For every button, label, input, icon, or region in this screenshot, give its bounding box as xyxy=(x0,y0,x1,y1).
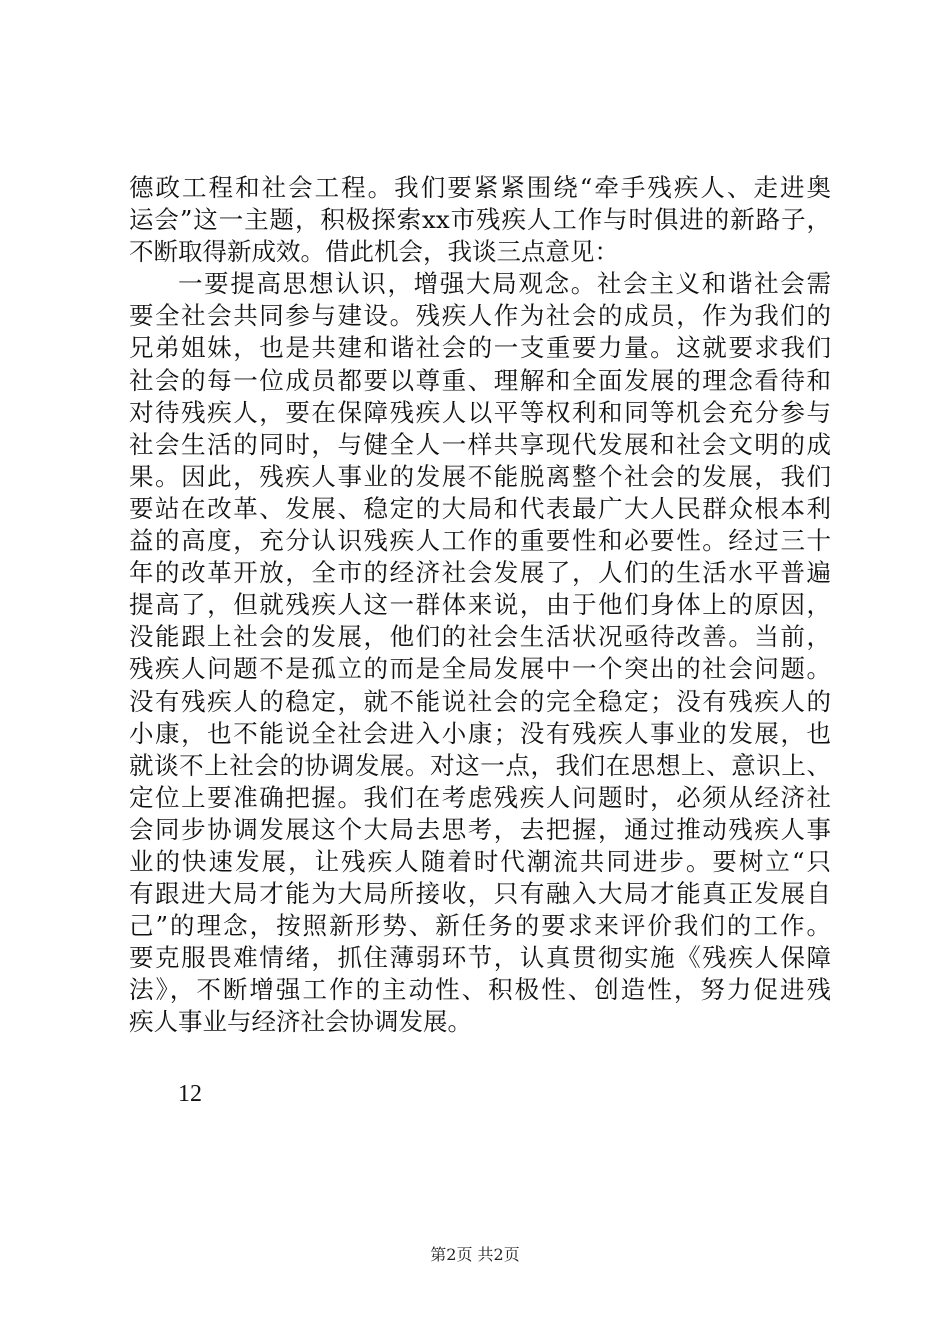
page-footer: 第2页 共2页 xyxy=(430,1245,520,1264)
text-line: 一要提高思想认识，增强大局观念。社会主义和谐社会需 xyxy=(178,269,831,299)
text-line: 疾人事业与经济社会协调发展。 xyxy=(129,1007,472,1037)
text-line: 要全社会共同参与建设。残疾人作为社会的成员，作为我们的 xyxy=(129,301,831,331)
text-line: 没能跟上社会的发展，他们的社会生活状况亟待改善。当前， xyxy=(129,622,831,652)
page-marker: 12 xyxy=(178,1081,202,1107)
text-line: 己”的理念，按照新形势、新任务的要求来评价我们的工作。 xyxy=(129,911,831,941)
text-line: 会同步协调发展这个大局去思考，去把握，通过推动残疾人事 xyxy=(129,814,831,844)
text-line: 法》，不断增强工作的主动性、积极性、创造性，努力促进残 xyxy=(129,975,831,1005)
text-line: 要克服畏难情绪，抓住薄弱环节，认真贯彻实施《残疾人保障 xyxy=(129,943,831,973)
text-line: 德政工程和社会工程。我们要紧紧围绕“牵手残疾人、走进奥 xyxy=(129,173,831,202)
text-line: 益的高度，充分认识残疾人工作的重要性和必要性。经过三十 xyxy=(129,526,831,556)
text-line: 残疾人问题不是孤立的而是全局发展中一个突出的社会问题。 xyxy=(129,654,831,684)
text-line: 运会”这一主题，积极探索xx市残疾人工作与时俱进的新路子， xyxy=(129,205,831,235)
body-text xyxy=(129,172,831,1039)
text-line: 提高了，但就残疾人这一群体来说，由于他们身体上的原因， xyxy=(129,590,831,620)
text-line: 社会的每一位成员都要以尊重、理解和全面发展的理念看待和 xyxy=(129,365,831,395)
text-line: 业的快速发展，让残疾人随着时代潮流共同进步。要树立“只 xyxy=(129,846,831,876)
text-line: 不断取得新成效。借此机会，我谈三点意见： xyxy=(129,237,619,267)
text-line: 果。因此，残疾人事业的发展不能脱离整个社会的发展，我们 xyxy=(129,461,831,491)
text-line: 没有残疾人的稳定，就不能说社会的完全稳定；没有残疾人的 xyxy=(129,686,831,716)
text-line: 对待残疾人，要在保障残疾人以平等权利和同等机会充分参与 xyxy=(129,397,831,427)
text-line: 年的改革开放，全市的经济社会发展了，人们的生活水平普遍 xyxy=(129,558,831,588)
text-line: 社会生活的同时，与健全人一样共享现代发展和社会文明的成 xyxy=(129,429,831,459)
text-line: 要站在改革、发展、稳定的大局和代表最广大人民群众根本利 xyxy=(129,493,831,523)
text-line: 定位上要准确把握。我们在考虑残疾人问题时，必须从经济社 xyxy=(129,782,831,812)
text-line: 兄弟姐妹，也是共建和谐社会的一支重要力量。这就要求我们 xyxy=(129,333,831,363)
text-line: 有跟进大局才能为大局所接收，只有融入大局才能真正发展自 xyxy=(129,879,831,909)
text-line: 就谈不上社会的协调发展。对这一点，我们在思想上、意识上、 xyxy=(129,750,831,780)
text-line: 小康，也不能说全社会进入小康；没有残疾人事业的发展，也 xyxy=(129,718,831,748)
